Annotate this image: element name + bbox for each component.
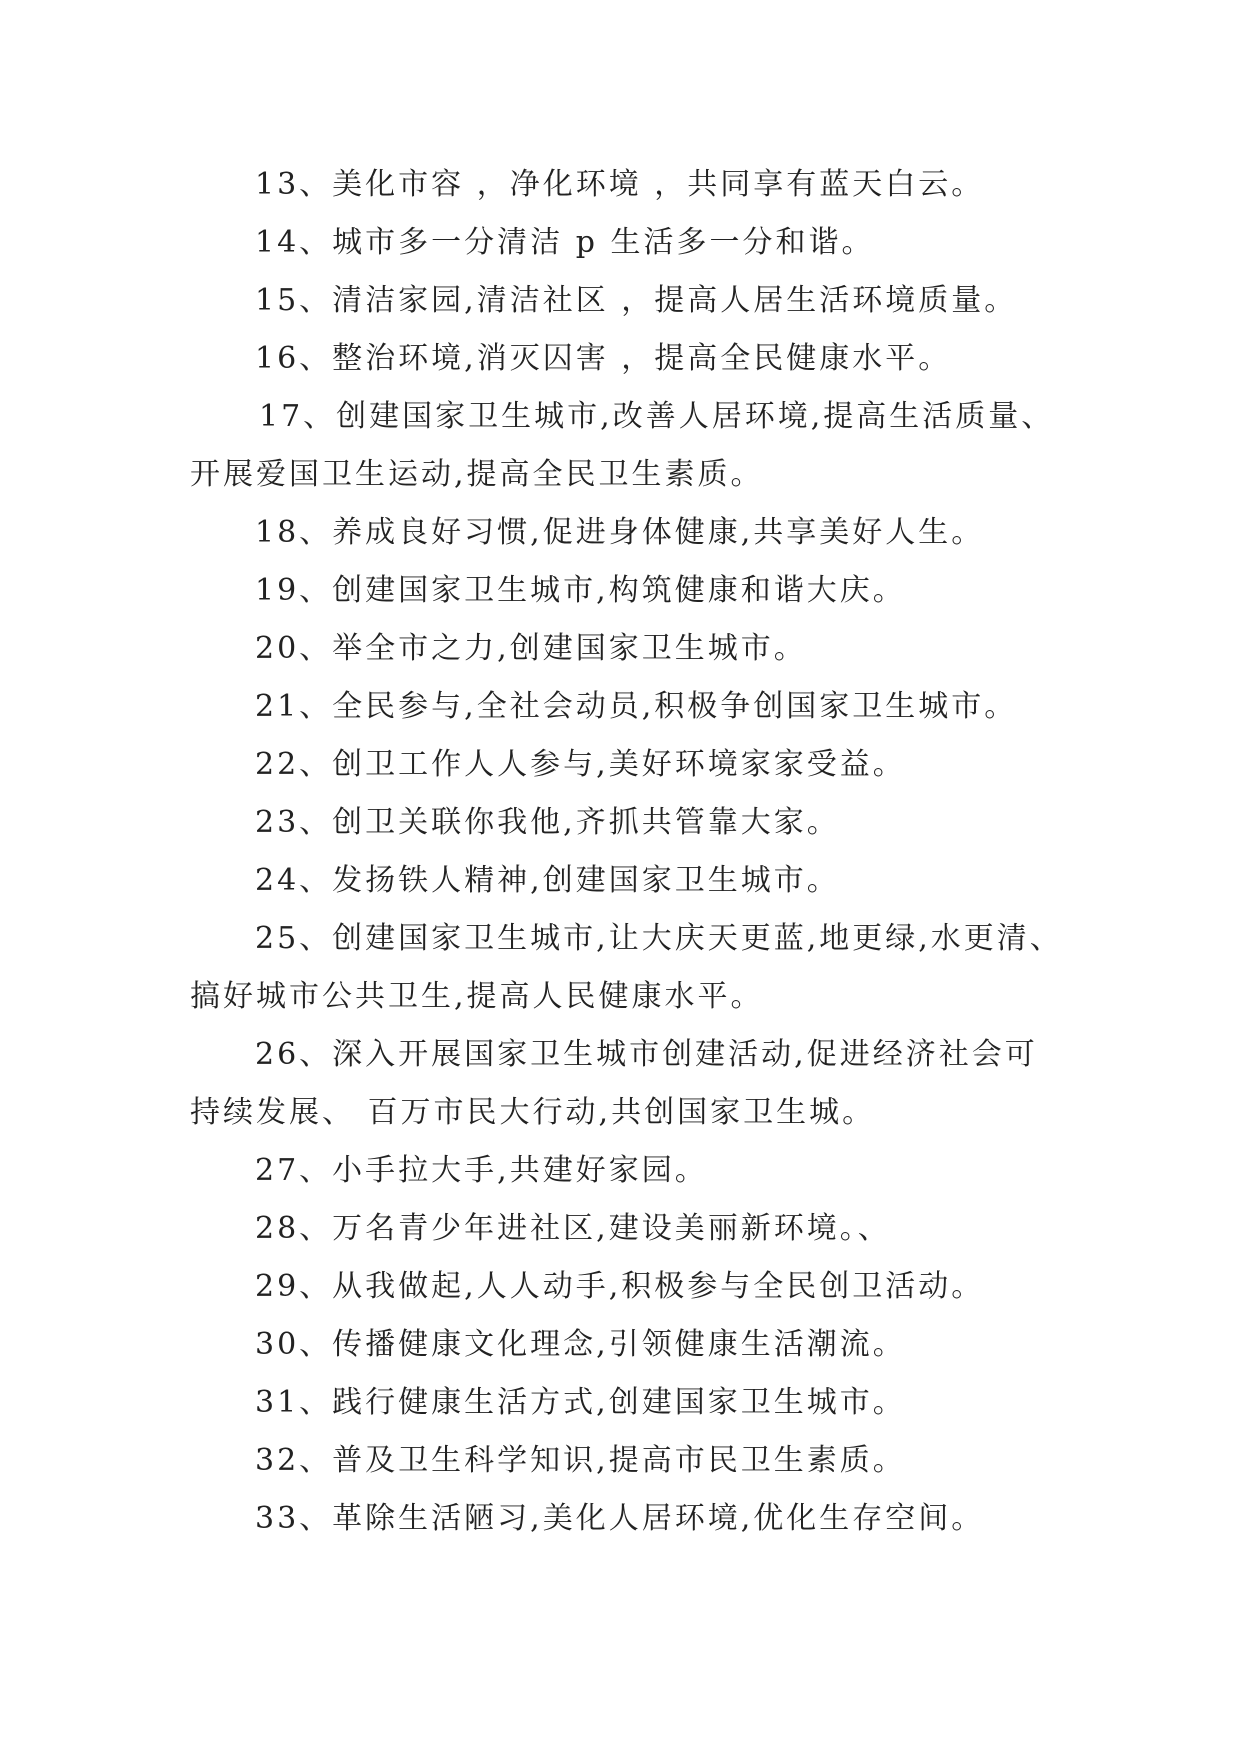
- slogan-list: [0, 156, 1241, 1548]
- slogan-text-line: 28、万名青少年进社区,建设美丽新环境。、: [255, 1211, 891, 1246]
- slogan-text-line: 17、创建国家卫生城市,改善人居环境,提高生活质量、: [259, 399, 1055, 434]
- slogan-17: [0, 388, 1241, 504]
- slogan-text-line: 25、创建国家卫生城市,让大庆天更蓝,地更绿,水更清、: [255, 921, 1063, 956]
- slogan-text-line: 14、城市多一分清洁 p 生活多一分和谐。: [255, 225, 875, 260]
- slogan-23: [0, 794, 1241, 852]
- slogan-16: [0, 330, 1241, 388]
- slogan-text-line: 31、践行健康生活方式,创建国家卫生城市。: [255, 1385, 906, 1420]
- slogan-text-line-continued: 搞好城市公共卫生,提高人民健康水平。: [190, 979, 764, 1014]
- slogan-text-line: 18、养成良好习惯,促进身体健康,共享美好人生。: [255, 515, 985, 550]
- slogan-text-line: 16、整治环境,消灭囚害 ，提高全民健康水平。: [255, 341, 952, 376]
- slogan-text-line: 27、小手拉大手,共建好家园。: [255, 1153, 708, 1188]
- slogan-18: [0, 504, 1241, 562]
- slogan-19: [0, 562, 1241, 620]
- slogan-text-line: 20、举全市之力,创建国家卫生城市。: [255, 631, 807, 666]
- slogan-31: [0, 1374, 1241, 1432]
- slogan-text-line-continued: 持续发展、 百万市民大行动,共创国家卫生城。: [190, 1095, 876, 1130]
- slogan-22: [0, 736, 1241, 794]
- slogan-text-line: 33、革除生活陋习,美化人居环境,优化生存空间。: [255, 1501, 985, 1536]
- slogan-text-line: 22、创卫工作人人参与,美好环境家家受益。: [255, 747, 906, 782]
- slogan-24: [0, 852, 1241, 910]
- slogan-25: [0, 910, 1241, 1026]
- slogan-33: [0, 1490, 1241, 1548]
- slogan-20: [0, 620, 1241, 678]
- slogan-26: [0, 1026, 1241, 1142]
- slogan-text-line: 32、普及卫生科学知识,提高市民卫生素质。: [255, 1443, 906, 1478]
- slogan-text-line: 30、传播健康文化理念,引领健康生活潮流。: [255, 1327, 906, 1362]
- slogan-text-line: 23、创卫关联你我他,齐抓共管靠大家。: [255, 805, 840, 840]
- slogan-text-line: 26、深入开展国家卫生城市创建活动,促进经济社会可: [255, 1037, 1038, 1072]
- slogan-21: [0, 678, 1241, 736]
- slogan-14: [0, 214, 1241, 272]
- slogan-13: [0, 156, 1241, 214]
- slogan-27: [0, 1142, 1241, 1200]
- slogan-text-line: 15、清洁家园,清洁社区 ，提高人居生活环境质量。: [255, 283, 1018, 318]
- slogan-28: [0, 1200, 1241, 1258]
- slogan-text-line: 19、创建国家卫生城市,构筑健康和谐大庆。: [255, 573, 906, 608]
- slogan-15: [0, 272, 1241, 330]
- slogan-text-line: 29、从我做起,人人动手,积极参与全民创卫活动。: [255, 1269, 985, 1304]
- slogan-text-line: 21、全民参与,全社会动员,积极争创国家卫生城市。: [255, 689, 1018, 724]
- slogan-text-line: 24、发扬铁人精神,创建国家卫生城市。: [255, 863, 840, 898]
- slogan-32: [0, 1432, 1241, 1490]
- slogan-text-line: 13、美化市容 ，净化环境 ，共同享有蓝天白云。: [255, 167, 985, 202]
- slogan-30: [0, 1316, 1241, 1374]
- slogan-29: [0, 1258, 1241, 1316]
- slogan-text-line-continued: 开展爱国卫生运动,提高全民卫生素质。: [190, 457, 764, 492]
